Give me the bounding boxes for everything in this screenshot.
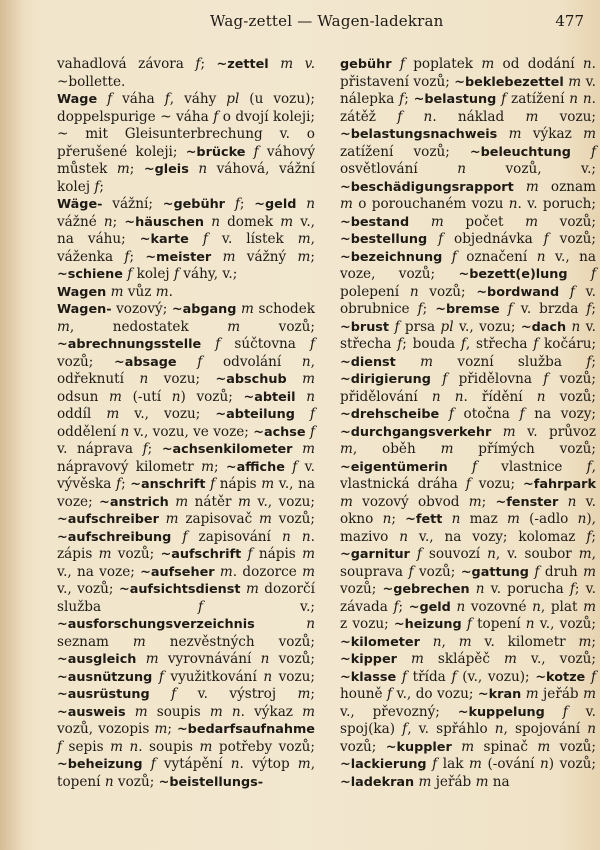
running-header [0, 12, 600, 36]
binding-shadow [0, 0, 24, 850]
header-title: Wag-zettel — Wagen-ladekran [210, 12, 444, 30]
left-column-entry: vahadlová závora f; ~zettel m v. ~bollette. [57, 56, 316, 90]
left-column-entry: Wäge- vážní; ~gebühr f; ~geld n vážné n; ~häuschen n domek m v., na váhu; ~karte f v. lístek m, váženka f; ~meister m vážný m; ~schiene f kolej f váhy, v.; [57, 196, 316, 282]
left-column [57, 56, 315, 791]
right-column [340, 56, 596, 791]
left-column-entry: Wage f váha f, váhy pl (u vozu); doppelspurige ~ váha f o dvojí koleji; ~ mit Gleisunterbrechung v. o přerušené koleji; ~brücke f váhový můstek m; ~gleis n váhová, vážní kolej f; [57, 91, 316, 195]
left-column-entry: Wagen- vozový; ~abgang m schodek m, nedostatek m vozů; ~abrechnungsstelle f súčtovna f vozů; ~absage f odvolání n, odřeknutí n vozu; ~abschub m odsun m (-utí n) vozů; ~abteil n oddíl m v., vozu; ~abteilung f oddělení n v., vozu, ve voze; ~achse f v. náprava f; ~achsenkilometer m nápravový kilometr m; ~affiche f v. vývěska f; ~anschrift f nápis m v., na voze; ~anstrich m nátěr m v., vozu; ~aufschreiber m zapisovač m vozů; ~aufschreibung f zapisování n n. zápis m vozů; ~aufschrift f nápis m v., na voze; ~aufseher m. dozorce m v., vozů; ~aufsichtsdienst m dozorčí služba f v.; ~ausforschungsverzeichnis n seznam m nezvěstných vozů; ~ausgleich m vyrovnávání n vozů; ~ausnützung f využitkování n vozu; ~ausrüstung f v. výstroj m; ~ausweis m soupis m n. výkaz m vozů, vozopis m; ~bedarfsaufnahme f sepis m n. soupis m potřeby vozů; ~beheizung f vytápění n. výtop m, topení n vozů; ~beistellungs- [57, 301, 316, 790]
page-number: 477 [555, 12, 584, 30]
right-column-entry: gebühr f poplatek m od dodání n. přistavení vozů; ~beklebezettel m v. nálepka f; ~belastung f zatížení n n. zátěž f n. náklad m vozu; ~belastungsnachweis m výkaz m zatížení vozů; ~beleuchtung f osvětlování n vozů, v.; ~beschädigungsrapport m oznam m o porouchaném vozu n. v. poruch; ~bestand m počet m vozů; ~bestellung f objednávka f vozů; ~bezeichnung f označení n v., na voze, vozů; ~bezett(e)lung f polepení n vozů; ~bordwand f v. obrubnice f; ~bremse f v. brzda f; ~brust f prsa pl v., vozu; ~dach n v. střecha f; bouda f, střecha f kočáru; ~dienst m vozní služba f; ~dirigierung f přidělovna f vozů; přidělování n n. řídění n vozů; ~drehscheibe f otočna f na vozy; ~durchgangsverkehr m v. průvoz m, oběh m přímých vozů; ~eigentümerin f vlastnice f, vlastnická dráha f vozu; ~fahrpark m vozový obvod m; ~fenster n v. okno n; ~fett n maz m (-adlo n), mazivo n v., na vozy; kolomaz f; ~garnitur f souvozí n, v. soubor m, souprava f vozů; ~gattung f druh m vozů; ~gebrechen n v. porucha f; v. závada f; ~geld n vozovné n, plat m z vozu; ~heizung f topení n v., vozů; ~kilometer n, m v. kilometr m; ~kipper m sklápěč m v., vozů; ~klasse f třída f (v., vozu); ~kotze f houně f v., do vozu; ~kran m jeřáb m v., převozný; ~kuppelung f v. spoj(ka) f, v. spřáhlo n, spojování n vozů; ~kuppler m spinač m vozů; ~lackierung f lak m (-ování n) vozů; ~ladekran m jeřáb m na [340, 56, 597, 790]
left-column-entry: Wagen m vůz m. [57, 283, 173, 300]
